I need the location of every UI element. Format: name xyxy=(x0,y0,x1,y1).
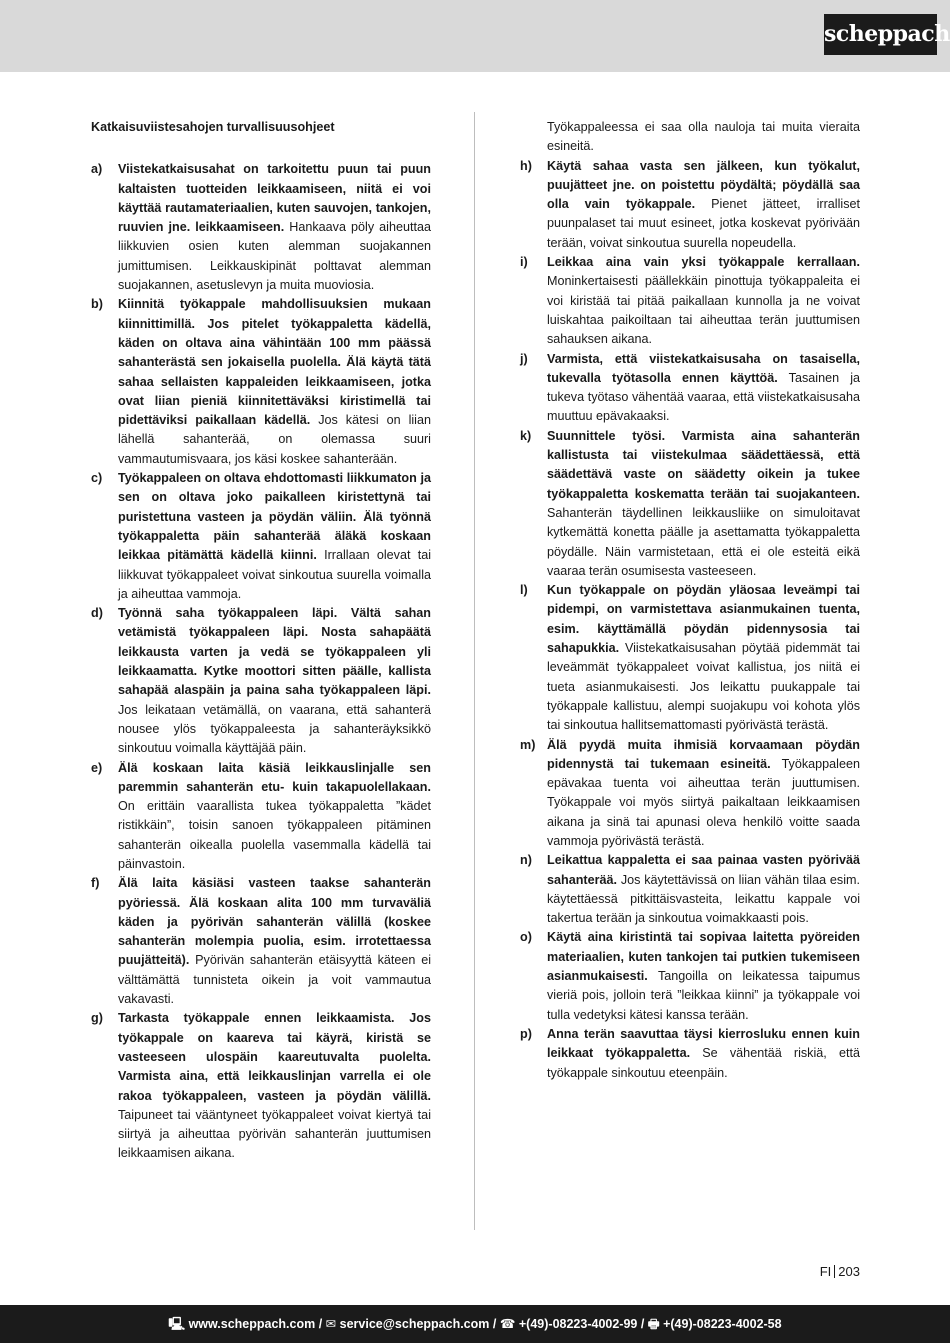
item-bold-text: Älä pyydä muita ihmisiä korvaamaan pöydän pidennystä tai tukemaan esineitä. xyxy=(547,737,860,771)
item-text xyxy=(118,604,431,758)
item-normal-text: Tangoilla on leikatessa taipumus vieriä pois, jolloin terä ”leikkaa kiinni” ja työkappale voi tulla vedetyksi kätesi kanssa terään. xyxy=(547,969,860,1022)
section-heading: Katkaisuviistesahojen turvallisuusohjeet xyxy=(91,120,335,134)
footer-website[interactable]: www.scheppach.com xyxy=(188,1317,316,1331)
item-letter: m) xyxy=(520,737,536,752)
item-text xyxy=(547,350,860,427)
safety-item xyxy=(91,874,431,1009)
item-normal-text: Viistekatkaisusahan pöytää pidemmät tai leveämmät työkappaleet voivat kallistua, jos niitä ei tueta asianmukaisesti. Jos leikattu puukappale tai työkappale kallistuu, alempi suojakupu voi kohota ylös tai sinkoutua hallitsemattomasti pyörivästä terästä. xyxy=(547,641,860,733)
safety-item xyxy=(91,759,431,875)
item-letter: e) xyxy=(91,760,103,775)
safety-item xyxy=(91,604,431,758)
column-divider xyxy=(474,112,475,1230)
item-normal-text: Jos leikataan vetämällä, on vaarana, että sahanterä nousee ylös työkappaleesta ja sahanteräyksikkö sinkoutuu voimalla käyttäjää päin. xyxy=(118,702,431,756)
safety-item xyxy=(520,736,860,852)
page-language: FI xyxy=(819,1264,832,1279)
mail-icon: ✉ xyxy=(325,1317,337,1331)
item-letter: a) xyxy=(91,162,103,177)
safety-item xyxy=(520,427,860,581)
right-column xyxy=(520,118,860,1083)
item-text xyxy=(118,469,431,604)
item-normal-text: Moninkertaisesti päällekkäin pinottuja työkappaleita ei voi kiristää tai pitää paikallaan kunnolla ja ne voivat luiskahtaa paikoiltaan tai aiheuttaa terän juuttumisen sahauksen aikana. xyxy=(547,274,860,347)
item-letter: k) xyxy=(520,428,532,443)
footer-email[interactable]: service@scheppach.com xyxy=(339,1317,490,1331)
item-bold-text: Suunnittele työsi. Varmista aina sahanterän kallistusta tai viistekulmaa säädettäessä, että säädettävä vaste on säädetty oikein ja tukee työkappaletta koskematta terään tai suojakanteen. xyxy=(547,428,860,501)
item-bold-text: Työnnä saha työkappaleen läpi. Vältä sahan vetämistä työkappaleen läpi. Nosta sahapäätä leikkausta varten ja vedä se työkappaleen yli leikkaamatta. Kytke moottori sitten päälle, kallista sahapää alaspäin ja paina saha työkappaleen läpi. xyxy=(118,606,431,698)
item-text xyxy=(118,295,431,469)
page-number-value: 203 xyxy=(838,1264,860,1279)
item-bold-text: Anna terän saavuttaa täysi kierrosluku ennen kuin leikkaat työkappaletta. xyxy=(547,1026,860,1061)
item-letter: d) xyxy=(91,606,103,621)
item-normal-text: Jos kätesi on liian lähellä sahanterää, on olemassa suuri vammautumisvaara, jos käsi koskee sahanterään. xyxy=(118,413,431,466)
item-bold-text: Leikattua kappaletta ei saa painaa vasten pyörivää sahanterää. xyxy=(547,853,860,887)
item-text xyxy=(547,427,860,581)
footer-bar: 🖳 www.scheppach.com / ✉ service@scheppach.com / ☎ +(49)-08223-4002-99 / 🖶 +(49)-08223-4002-58 xyxy=(0,1305,950,1343)
item-bold-text: Leikkaa aina vain yksi työkappale kerrallaan. xyxy=(547,255,860,270)
item-letter: c) xyxy=(91,471,103,486)
phone-icon: ☎ xyxy=(499,1317,516,1331)
item-letter: g) xyxy=(91,1011,103,1026)
item-bold-text: Käytä aina kiristintä tai sopivaa laitetta pyöreiden materiaalien, kuten tankojen tai putkien tukemiseen asianmukaisesti. xyxy=(547,930,860,984)
page-separator xyxy=(834,1265,835,1278)
item-letter: b) xyxy=(91,297,103,312)
item-letter: p) xyxy=(520,1026,532,1041)
item-text xyxy=(547,581,860,735)
item-normal-text: Jos käytettävissä on liian vähän tilaa esim. käytettäessä pitkittäisvasteita, leikattu kappale voi takertua terään ja sinkoutua voimakkaasti pois. xyxy=(547,872,860,926)
footer-phone: +(49)-08223-4002-99 xyxy=(518,1317,638,1331)
item-bold-text: Käytä sahaa vasta sen jälkeen, kun työkalut, puujätteet jne. on poistettu pöydältä; pöydällä saa olla vain työkappale. xyxy=(547,158,860,212)
safety-item xyxy=(520,928,860,1024)
item-normal-text: Pienet jätteet, irralliset puunpalaset tai muut esineet, jotka koskevat pyörivään terään, voivat sinkoutua suurella nopeudella. xyxy=(547,197,860,250)
safety-item xyxy=(520,1025,860,1083)
item-text xyxy=(547,1025,860,1083)
item-normal-text: Hankaava pöly aiheuttaa liikkuvien osien kuten alemman suojakannen jumittumisen. Leikkauskipinät polttavat alemman suojakannen, asetuslevyn ja muita muoviosia. xyxy=(118,220,431,293)
left-column xyxy=(91,118,431,1164)
item-letter: l) xyxy=(520,583,528,598)
item-bold-text: Viistekatkaisusahat on tarkoitettu puun tai puun kaltaisten tuotteiden leikkaamiseen, niitä ei voi käyttää rautamateriaalien, kuten sauvojen, tankojen, ruuvien jne. leikkaamiseen. xyxy=(118,162,431,235)
page-number xyxy=(800,1264,860,1279)
item-letter: o) xyxy=(520,930,532,945)
item-text xyxy=(118,759,431,875)
safety-item xyxy=(91,469,431,604)
safety-item xyxy=(520,253,860,349)
item-text xyxy=(547,851,860,928)
item-letter: n) xyxy=(520,853,532,868)
continuation-text: Työkappaleessa ei saa olla nauloja tai muita vieraita esineitä. xyxy=(547,120,860,154)
item-text xyxy=(118,1009,431,1163)
safety-item xyxy=(520,851,860,928)
item-normal-text: Taipuneet tai vääntyneet työkappaleet voivat kiertyä tai siirtyä ja aiheuttaa pyörivän sahanterän juuttumisen leikkaamisen aikana. xyxy=(118,1107,431,1161)
item-text xyxy=(547,928,860,1024)
scheppach-logo: scheppach xyxy=(824,14,937,55)
item-bold-text: Kun työkappale on pöydän yläosaa leveämpi tai pidempi, on varmistettava asianmukainen tuenta, esim. käyttämällä pöydän pidennysosia tai sahapukkia. xyxy=(547,583,860,656)
item-normal-text: Irrallaan olevat tai liikkuvat työkappaleet voivat sinkoutua suurella voimalla ja aiheuttaa vammoja. xyxy=(118,548,431,601)
item-bold-text: Tarkasta työkappale ennen leikkaamista. Jos työkappale on kaareva tai käyrä, kiristä se vasteeseen ulospäin kaareutuvalta puolelta. Varmista aina, että leikkauslinjan varrella ei ole rakoa työkappaleen, vasteen ja pöydän välillä. xyxy=(118,1011,431,1103)
item-text xyxy=(547,253,860,349)
safety-item xyxy=(91,160,431,295)
item-bold-text: Älä laita käsiäsi vasteen taakse sahanterän pyöriessä. Älä koskaan alita 100 mm turvaväliä käden ja pyörivän sahanterän välillä (koskee sahanterän molempia puolia, esim. irrotettaessa puujätteitä). xyxy=(118,876,431,968)
item-normal-text: Työkappaleen epävakaa tuenta voi aiheuttaa terän juuttumisen. Työkappale voi myös siirtyä paikaltaan leikkaamisen aikana ja sinä tai apunasi oleva henkilö voitte saada vammoja pyörivästä terästä. xyxy=(547,756,860,848)
item-letter: i) xyxy=(520,255,528,270)
left-item-list xyxy=(91,160,431,1163)
safety-item xyxy=(520,350,860,427)
item-text xyxy=(118,160,431,295)
safety-item xyxy=(520,581,860,735)
item-text xyxy=(547,736,860,852)
item-bold-text: Älä koskaan laita käsiä leikkauslinjalle sen paremmin sahanterän etu- kuin takapuolellakaan. xyxy=(118,760,431,794)
safety-item xyxy=(91,1009,431,1163)
header-bar xyxy=(0,0,950,72)
item-bold-text: Varmista, että viistekatkaisusaha on tasaisella, tukevalla työtasolla ennen käyttöä. xyxy=(547,351,860,385)
item-bold-text: Työkappaleen on oltava ehdottomasti liikkumaton ja sen on oltava joko paikalleen kiristettynä tai puristettuna vasteen ja pöydän väliin. Älä työnnä työkappaletta päin sahanterää äläkä koskaan leikkaa pitämättä kädellä kiinni. xyxy=(118,471,431,563)
item-letter: f) xyxy=(91,876,100,891)
safety-item xyxy=(520,157,860,253)
item-bold-text: Kiinnitä työkappale mahdollisuuksien mukaan kiinnittimillä. Jos pitelet työkappaletta kädellä, käden on oltava aina vähintään 100 mm päässä sahanterästä sen jokaisella puolella. Älä käytä tätä sahaa sellaisten kappaleiden leikkaamiseen, jotka ovat liian pieniä kiinnitettäväksi kiristimellä tai pidettäviksi paikallaan kädellä. xyxy=(118,297,431,428)
item-normal-text: Sahanterän täydellinen leikkausliike on simuloitavat kytkemättä konetta päälle ja asettamatta työkappaletta pöydälle. Näin varmistetaan, että ei ole esteitä eikä vaaraa terän osumisesta vasteeseen. xyxy=(547,505,860,578)
right-item-list xyxy=(520,157,860,1083)
item-normal-text: Se vähentää riskiä, että työkappale sinkoutuu eteenpäin. xyxy=(547,1046,860,1080)
item-text xyxy=(547,157,860,253)
item-text xyxy=(118,874,431,1009)
item-normal-text: Tasainen ja tukeva työtaso vähentää vaaraa, että viistekatkaisusaha muuttuu epävakaaksi. xyxy=(547,370,861,424)
safety-item xyxy=(91,295,431,469)
item-letter: h) xyxy=(520,158,532,173)
item-normal-text: Pyörivän sahanterän etäisyyttä käteen ei välttämättä tunnisteta oikein ja voit vammautua vakavasti. xyxy=(118,953,431,1007)
computer-icon: 🖳 xyxy=(168,1317,186,1331)
item-normal-text: On erittäin vaarallista tukea työkappaletta ”kädet ristikkäin”, toisin sanoen työkappaleen pitäminen sahanterän oikealla puolella vasemmalla kädellä tai päinvastoin. xyxy=(118,799,431,871)
fax-icon: 🖶 xyxy=(647,1317,660,1331)
footer-fax: +(49)-08223-4002-58 xyxy=(663,1317,782,1331)
item-letter: j) xyxy=(520,351,528,366)
